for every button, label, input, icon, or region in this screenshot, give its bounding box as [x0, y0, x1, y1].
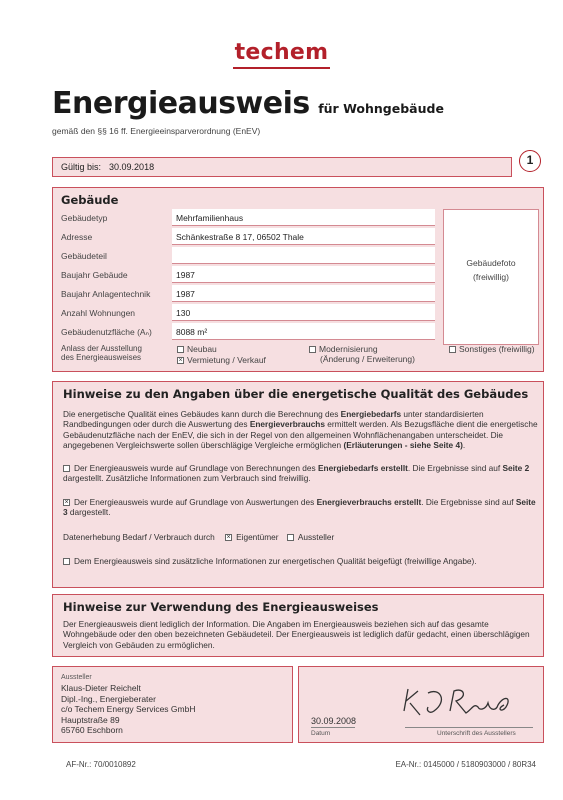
usage-text: Der Energieausweis dient lediglich der Information. Die Angaben im Energieausweis beziehen sich auf das gesamte Wohngebäude oder den oben bezeichneten Gebäudeteil. Der Energieausweis ist lediglich dafür gedacht, einen überschlägigen Vergleich von Gebäuden zu ermöglichen. [63, 619, 530, 650]
option-neubau [177, 344, 217, 354]
issuer-line: 65760 Eschborn [61, 725, 123, 735]
eigentuemer-checkbox[interactable]: × [226, 534, 231, 542]
bedarf-text-3: dargestellt. Zusätzliche Informationen zum Verbrauch sind freiwillig. [63, 473, 311, 484]
building-row [61, 228, 435, 245]
page-number-badge: 1 [519, 150, 541, 172]
photo-label: Gebäudefoto [466, 258, 516, 268]
row-label: Gebäudenutzfläche (Aₙ) [61, 327, 152, 337]
intro-text-4: . [462, 439, 466, 450]
sonstiges-checkbox[interactable] [449, 346, 456, 353]
building-row [61, 285, 435, 302]
option-modernisierung [309, 344, 415, 364]
row-value: Schänkestraße 8 17, 06502 Thale [172, 228, 435, 245]
building-heading: Gebäude [61, 193, 119, 207]
issuer-line: Hauptstraße 89 [61, 714, 120, 725]
issuer-line: Klaus-Dieter Reichelt [61, 683, 141, 693]
row-value: 130 [172, 304, 435, 321]
usage-heading: Hinweise zur Verwendung des Energieausweises [63, 600, 379, 614]
building-row [61, 266, 435, 283]
reason-label [61, 344, 172, 362]
row-label: Adresse [61, 232, 93, 242]
row-value [172, 247, 435, 264]
reason-label-line1: Anlass der Ausstellung [61, 344, 142, 353]
building-section [52, 187, 544, 372]
option-bedarf [63, 463, 538, 484]
sonstiges-label: Sonstiges (freiwillig) [459, 344, 535, 354]
row-label: Anzahl Wohnungen [61, 308, 136, 318]
row-value: Mehrfamilienhaus [172, 209, 435, 226]
signature-label: Unterschrift des Ausstellers [437, 730, 516, 737]
zusatz-text: Dem Energieausweis sind zusätzliche Informationen zur energetischen Qualität beigefügt (freiwillige Angabe). [74, 556, 477, 566]
bedarf-text-1: Der Energieausweis wurde auf Grundlage von Berechnungen des [74, 463, 318, 473]
building-row [61, 304, 435, 321]
row-value: 1987 [172, 285, 435, 302]
aussteller-checkbox[interactable] [287, 534, 294, 541]
issuer-line: c/o Techem Energy Services GmbH [61, 704, 196, 714]
eigentuemer-label: Eigentümer [236, 532, 279, 542]
document-title [52, 86, 444, 121]
row-value: 1987 [172, 266, 435, 283]
validity-date: 30.09.2018 [109, 162, 155, 172]
zusatz-checkbox[interactable] [63, 558, 70, 565]
quality-intro [63, 409, 538, 450]
neubau-checkbox[interactable] [177, 346, 184, 353]
row-label: Gebäudeteil [61, 251, 107, 261]
issuer-line: Dipl.-Ing., Energieberater [61, 693, 156, 704]
row-label: Gebäudetyp [61, 213, 108, 223]
verbrauch-bold-2: Seite 3 [63, 497, 536, 518]
aussteller-label: Aussteller [297, 532, 335, 542]
option-zusatz [63, 556, 538, 566]
verbrauch-text-2: . Die Ergebnisse sind auf [421, 497, 516, 507]
signature-line [405, 727, 533, 728]
building-row [61, 247, 435, 264]
photo-optional-label: (freiwillig) [473, 272, 509, 282]
issuer-address [61, 683, 195, 736]
validity-label: Gültig bis: [61, 162, 102, 172]
modernisierung-checkbox[interactable] [309, 346, 316, 353]
quality-heading: Hinweise zu den Angaben über die energetische Qualität des Gebäudes [63, 387, 529, 401]
footer-ea-number: EA-Nr.: 0145000 / 5180903000 / 80R34 [395, 760, 536, 769]
intro-bold-1: Energiebedarfs [340, 409, 402, 419]
data-collection-label: Datenerhebung Bedarf / Verbrauch durch [63, 532, 215, 542]
vermietung-label: Vermietung / Verkauf [187, 355, 266, 365]
modernisierung-label: Modernisierung [319, 344, 378, 354]
row-label: Baujahr Gebäude [61, 270, 128, 280]
verbrauch-text-3: dargestellt. [67, 507, 111, 518]
issuer-box [52, 666, 293, 743]
bedarf-bold-1: Energiebedarfs erstellt [318, 463, 408, 473]
verbrauch-text-1: Der Energieausweis wurde auf Grundlage von Auswertungen des [74, 497, 317, 507]
vermietung-checkbox[interactable]: × [178, 357, 183, 365]
validity-bar [52, 157, 512, 177]
intro-text-3: ermittelt werden. Als Bezugsfläche dient die energetische Gebäudenutzfläche nach der EnEV, die sich in der Regel von den allgemeinen Wohnflächenangaben unterscheidet. Die angegebenen Vergleichswerte sollen überschlägige Vergleiche ermöglichen [63, 419, 538, 450]
title-main: Energieausweis [52, 86, 310, 121]
quality-section [52, 381, 544, 588]
intro-bold-2: Energieverbrauchs [249, 419, 325, 430]
intro-bold-3: (Erläuterungen - siehe Seite 4) [343, 439, 463, 450]
usage-section [52, 594, 544, 657]
bedarf-checkbox[interactable] [63, 465, 70, 472]
signature-box [298, 666, 544, 743]
building-row [61, 323, 435, 340]
option-vermietung [177, 355, 266, 365]
data-collection-row [63, 532, 538, 542]
date-label: Datum [311, 730, 331, 737]
title-subtitle: für Wohngebäude [318, 101, 444, 116]
verbrauch-checkbox[interactable]: × [64, 499, 69, 507]
modernisierung-sublabel: (Änderung / Erweiterung) [320, 354, 415, 364]
row-label: Baujahr Anlagentechnik [61, 289, 151, 299]
verbrauch-bold-1: Energieverbrauchs erstellt [316, 497, 422, 507]
neubau-label: Neubau [187, 344, 217, 354]
techem-logo: techem [234, 40, 329, 65]
logo-underline [233, 67, 330, 69]
building-photo-placeholder [443, 209, 539, 345]
signature-date: 30.09.2008 [311, 716, 357, 726]
date-line [311, 727, 355, 728]
intro-text-1: Die energetische Qualität eines Gebäudes kann durch die Berechnung des [63, 409, 341, 419]
issuer-label: Aussteller [61, 674, 92, 681]
option-verbrauch [63, 497, 538, 518]
row-value: 8088 m² [172, 323, 435, 340]
building-row [61, 209, 435, 226]
footer-af-number: AF-Nr.: 70/0010892 [66, 760, 136, 769]
handwritten-signature [394, 681, 524, 725]
bedarf-bold-2: Seite 2 [502, 463, 530, 473]
option-sonstiges [449, 344, 535, 354]
intro-text-2: unter standardisierten Randbedingungen oder durch die Auswertung des [63, 409, 484, 430]
bedarf-text-2: . Die Ergebnisse sind auf [407, 463, 503, 473]
legal-basis: gemäß den §§ 16 ff. Energieeinsparverordnung (EnEV) [52, 126, 261, 136]
reason-label-line2: des Energieausweises [61, 353, 142, 362]
